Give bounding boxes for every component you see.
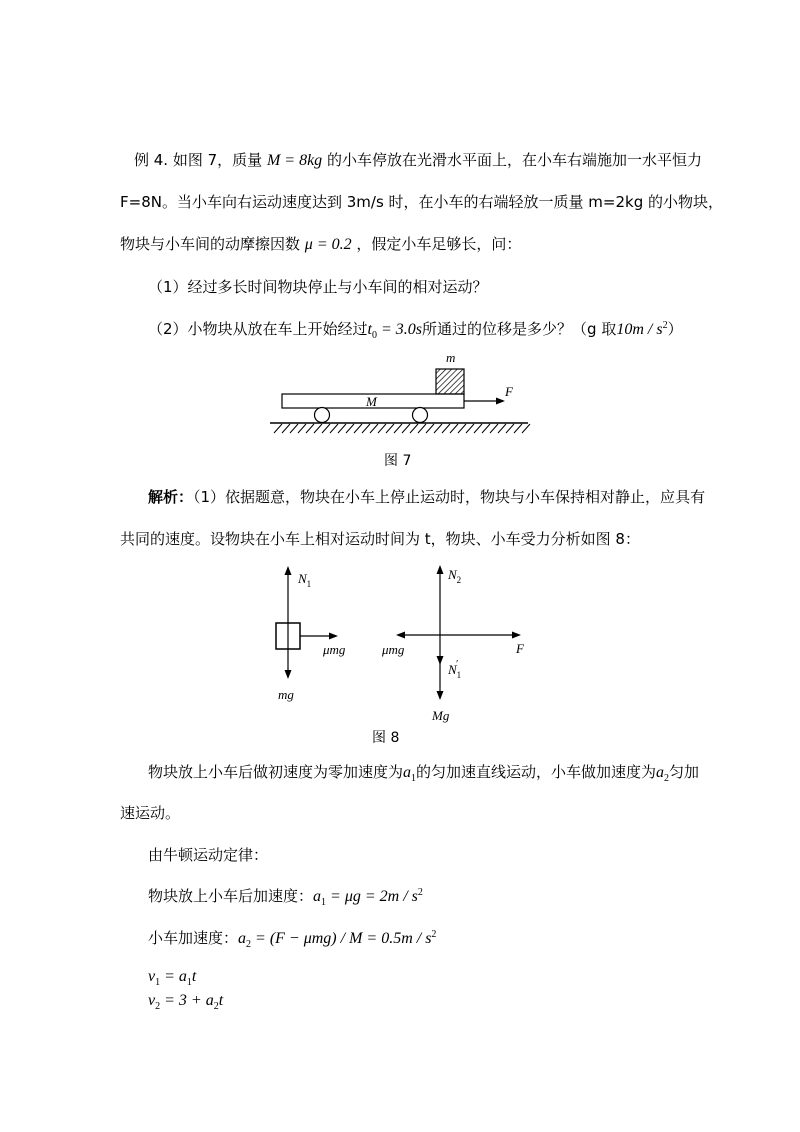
v2-end: t	[218, 992, 224, 1009]
question-2-end: ）	[667, 320, 683, 338]
v1-subscript: 1	[155, 977, 161, 988]
friction-arrow-head-left	[329, 633, 338, 640]
v1-symbol: v	[148, 968, 156, 985]
question-1: （1）经过多长时间物块停止与小车间的相对运动？	[148, 278, 488, 296]
v2-rhs: = 3 + a	[160, 992, 214, 1009]
label-mg: mg	[278, 687, 294, 702]
problem-line-3-rest: ，假定小车足够长，问：	[356, 235, 522, 253]
equation-1-sup: 2	[417, 887, 423, 898]
label-m: m	[446, 350, 456, 365]
Mg-arrow-head	[437, 691, 444, 700]
equation-v2	[148, 990, 223, 1011]
problem-line-1-rest: 的小车停放在光滑水平面上，在小车右端施加一水平恒力	[326, 151, 702, 169]
equation-2-a: a	[238, 930, 247, 947]
g-superscript: 2	[662, 320, 668, 331]
question-2-text: （2）小物块从放在车上开始经过	[148, 320, 368, 338]
a2-symbol: a	[656, 764, 665, 781]
analysis-text-3: 匀加	[669, 763, 700, 781]
t0-symbol: t	[367, 321, 372, 338]
t0-value: = 3.0s	[377, 321, 423, 338]
label-Mg: Mg	[432, 708, 450, 723]
friction-arrow-head-right	[396, 632, 405, 639]
equation-2	[148, 928, 436, 949]
n2-arrow-head	[437, 565, 444, 574]
a2-subscript: 2	[664, 773, 670, 784]
analysis-line-1	[148, 762, 699, 783]
label-M: M	[366, 394, 377, 409]
solution-line-2: 共同的速度。设物块在小车上相对运动时间为 t，物块、小车受力分析如图 8：	[120, 530, 640, 548]
a1-subscript: 1	[411, 773, 417, 784]
label-umg-left: μmg	[323, 642, 346, 657]
v1-rhs-subscript: 1	[186, 977, 192, 988]
F-arrow-head	[512, 632, 521, 639]
g-value: 10m / s	[616, 321, 663, 338]
v2-subscript: 2	[155, 1001, 161, 1012]
mu-formula: μ = 0.2	[304, 236, 352, 253]
equation-2-label: 小车加速度：	[148, 929, 239, 947]
analysis-text-2: 的匀加速直线运动，小车做加速度为	[416, 763, 657, 781]
equation-v1	[148, 966, 196, 987]
problem-line-2: F=8N。当小车向右运动速度达到 3m/s 时，在小车的右端轻放一质量 m=2kg 的小物块，	[120, 193, 723, 211]
label-N1prime: $N_1'$	[448, 659, 462, 680]
friction-text: 物块与小车间的动摩擦因数	[120, 235, 301, 253]
equation-1-a: a	[313, 888, 322, 905]
analysis-text-1: 物块放上小车后做初速度为零加速度为	[148, 763, 404, 781]
analysis-line-2: 速运动。	[120, 804, 181, 822]
question-2-mid: 所通过的位移是多少？（g 取	[422, 320, 617, 338]
equation-1-rhs: = μg = 2m / s	[326, 888, 418, 905]
problem-intro-text: 例 4. 如图 7，质量	[134, 151, 263, 169]
t0-subscript: 0	[372, 330, 377, 341]
figure-8-caption: 图 8	[372, 730, 400, 746]
v1-rhs: = a	[160, 968, 187, 985]
a1-symbol: a	[403, 764, 412, 781]
mg-arrow-head	[285, 670, 292, 679]
mass-M-formula: M = 8kg	[266, 152, 323, 169]
label-F-right: F	[516, 641, 524, 656]
newton-law-line: 由牛顿运动定律：	[148, 846, 269, 864]
solution-line-1-text: （1）依据题意，物块在小车上停止运动时，物块与小车保持相对静止，应具有	[193, 488, 706, 506]
label-umg-right: μmg	[382, 642, 405, 657]
figure-7-caption: 图 7	[384, 453, 412, 469]
n1prime-arrow-head	[437, 656, 444, 665]
v2-rhs-subscript: 2	[213, 1001, 219, 1012]
solution-heading: 解析：	[148, 488, 194, 506]
equation-1-sub: 1	[321, 897, 327, 908]
equation-2-sub: 2	[246, 939, 252, 950]
v1-end: t	[191, 968, 197, 985]
label-F: F	[505, 384, 513, 399]
v2-symbol: v	[148, 992, 156, 1009]
equation-1	[148, 886, 423, 907]
n1-arrow-head	[285, 566, 292, 575]
label-N1: $N_1$	[298, 571, 312, 589]
equation-2-sup: 2	[431, 929, 437, 940]
equation-1-label: 物块放上小车后加速度：	[148, 887, 314, 905]
equation-2-rhs: = (F − μmg) / M = 0.5m / s	[251, 930, 432, 947]
label-N2: $N_2$	[448, 567, 462, 585]
